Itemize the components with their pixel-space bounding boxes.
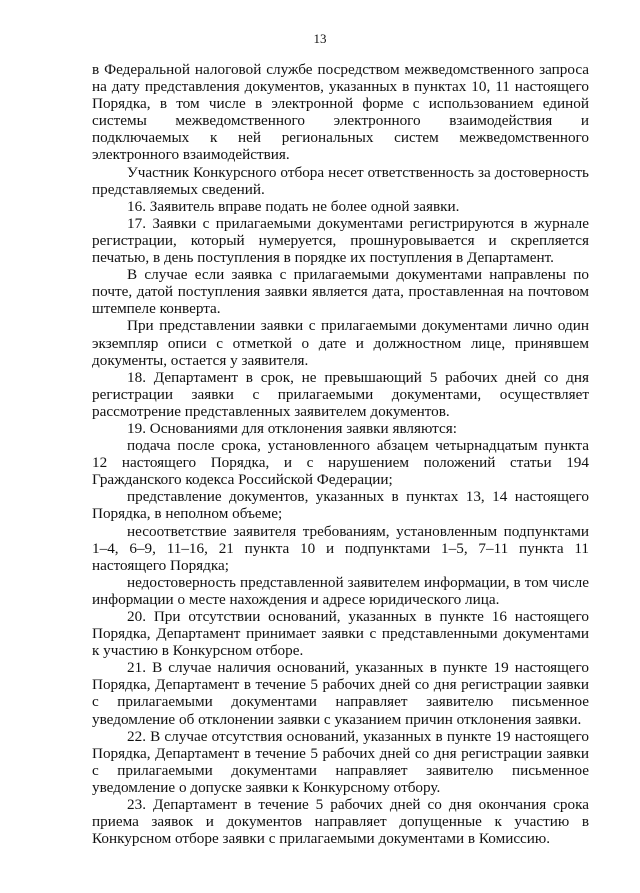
paragraph-19-item-3: несоответствие заявителя требованиям, установленным подпунктами 1–4, 6–9, 11–16, 21 пункта 10 и подпунктами 1–5, 7–11 пункта 11 настоящего Порядка; <box>92 522 589 574</box>
paragraph-19-item-4: недостоверность представленной заявителем информации, в том числе информации о месте нахождения и адресе юридического лица. <box>92 573 589 608</box>
document-body <box>92 61 589 847</box>
page-number: 13 <box>313 31 327 46</box>
paragraph-23: 23. Департамент в течение 5 рабочих дней со дня окончания срока приема заявок и документов направляет допущенные к участию в Конкурсном отборе заявки с прилагаемыми документами в Комиссию. <box>92 796 589 848</box>
paragraph-continuation: в Федеральной налоговой службе посредством межведомственного запроса на дату представления документов, указанных в пунктах 10, 11 настоящего Порядка, в том числе в электронной форме с использованием единой системы межведомственного электронного взаимодействия и подключаемых к ней региональных систем межведомственного электронного взаимодействия. <box>92 61 589 164</box>
paragraph-21: 21. В случае наличия оснований, указанных в пункте 19 настоящего Порядка, Департамент в течение 5 рабочих дней со дня регистрации заявки с прилагаемыми документами направляет заявителю письменное уведомление об отклонении заявки с указанием причин отклонения заявки. <box>92 659 589 728</box>
paragraph-19-item-1: подача после срока, установленного абзацем четырнадцатым пункта 12 настоящего Порядка, и с нарушением положений статьи 194 Гражданского кодекса Российской Федерации; <box>92 437 589 489</box>
paragraph-17-personal: При представлении заявки с прилагаемыми документами лично один экземпляр описи с отметкой о дате и должностном лице, принявшем документы, остается у заявителя. <box>92 317 589 369</box>
paragraph-18: 18. Департамент в срок, не превышающий 5 рабочих дней со дня регистрации заявки с прилагаемыми документами, осуществляет рассмотрение представленных заявителем документов. <box>92 368 589 420</box>
paragraph-responsibility: Участник Конкурсного отбора несет ответственность за достоверность представляемых сведений. <box>92 163 589 198</box>
paragraph-17: 17. Заявки с прилагаемыми документами регистрируются в журнале регистрации, который нумеруется, прошнуровывается и скрепляется печатью, в день поступления в порядке их поступления в Департамент. <box>92 214 589 267</box>
paragraph-16: 16. Заявитель вправе подать не более одной заявки. <box>127 197 460 215</box>
paragraph-17-post: В случае если заявка с прилагаемыми документами направлены по почте, датой поступления заявки является дата, проставленная на почтовом штемпеле конверта. <box>92 266 589 318</box>
paragraph-20: 20. При отсутствии оснований, указанных в пункте 16 настоящего Порядка, Департамент принимает заявки с представленными документами к участию в Конкурсном отборе. <box>92 608 589 660</box>
paragraph-22: 22. В случае отсутствия оснований, указанных в пункте 19 настоящего Порядка, Департамент в течение 5 рабочих дней со дня регистрации заявки с прилагаемыми документами направляет заявителю письменное уведомление о допуске заявки к Конкурсному отбору. <box>92 727 589 796</box>
paragraph-19: 19. Основаниями для отклонения заявки являются: <box>127 419 457 437</box>
paragraph-19-item-2: представление документов, указанных в пунктах 13, 14 настоящего Порядка, в неполном объеме; <box>92 488 589 523</box>
